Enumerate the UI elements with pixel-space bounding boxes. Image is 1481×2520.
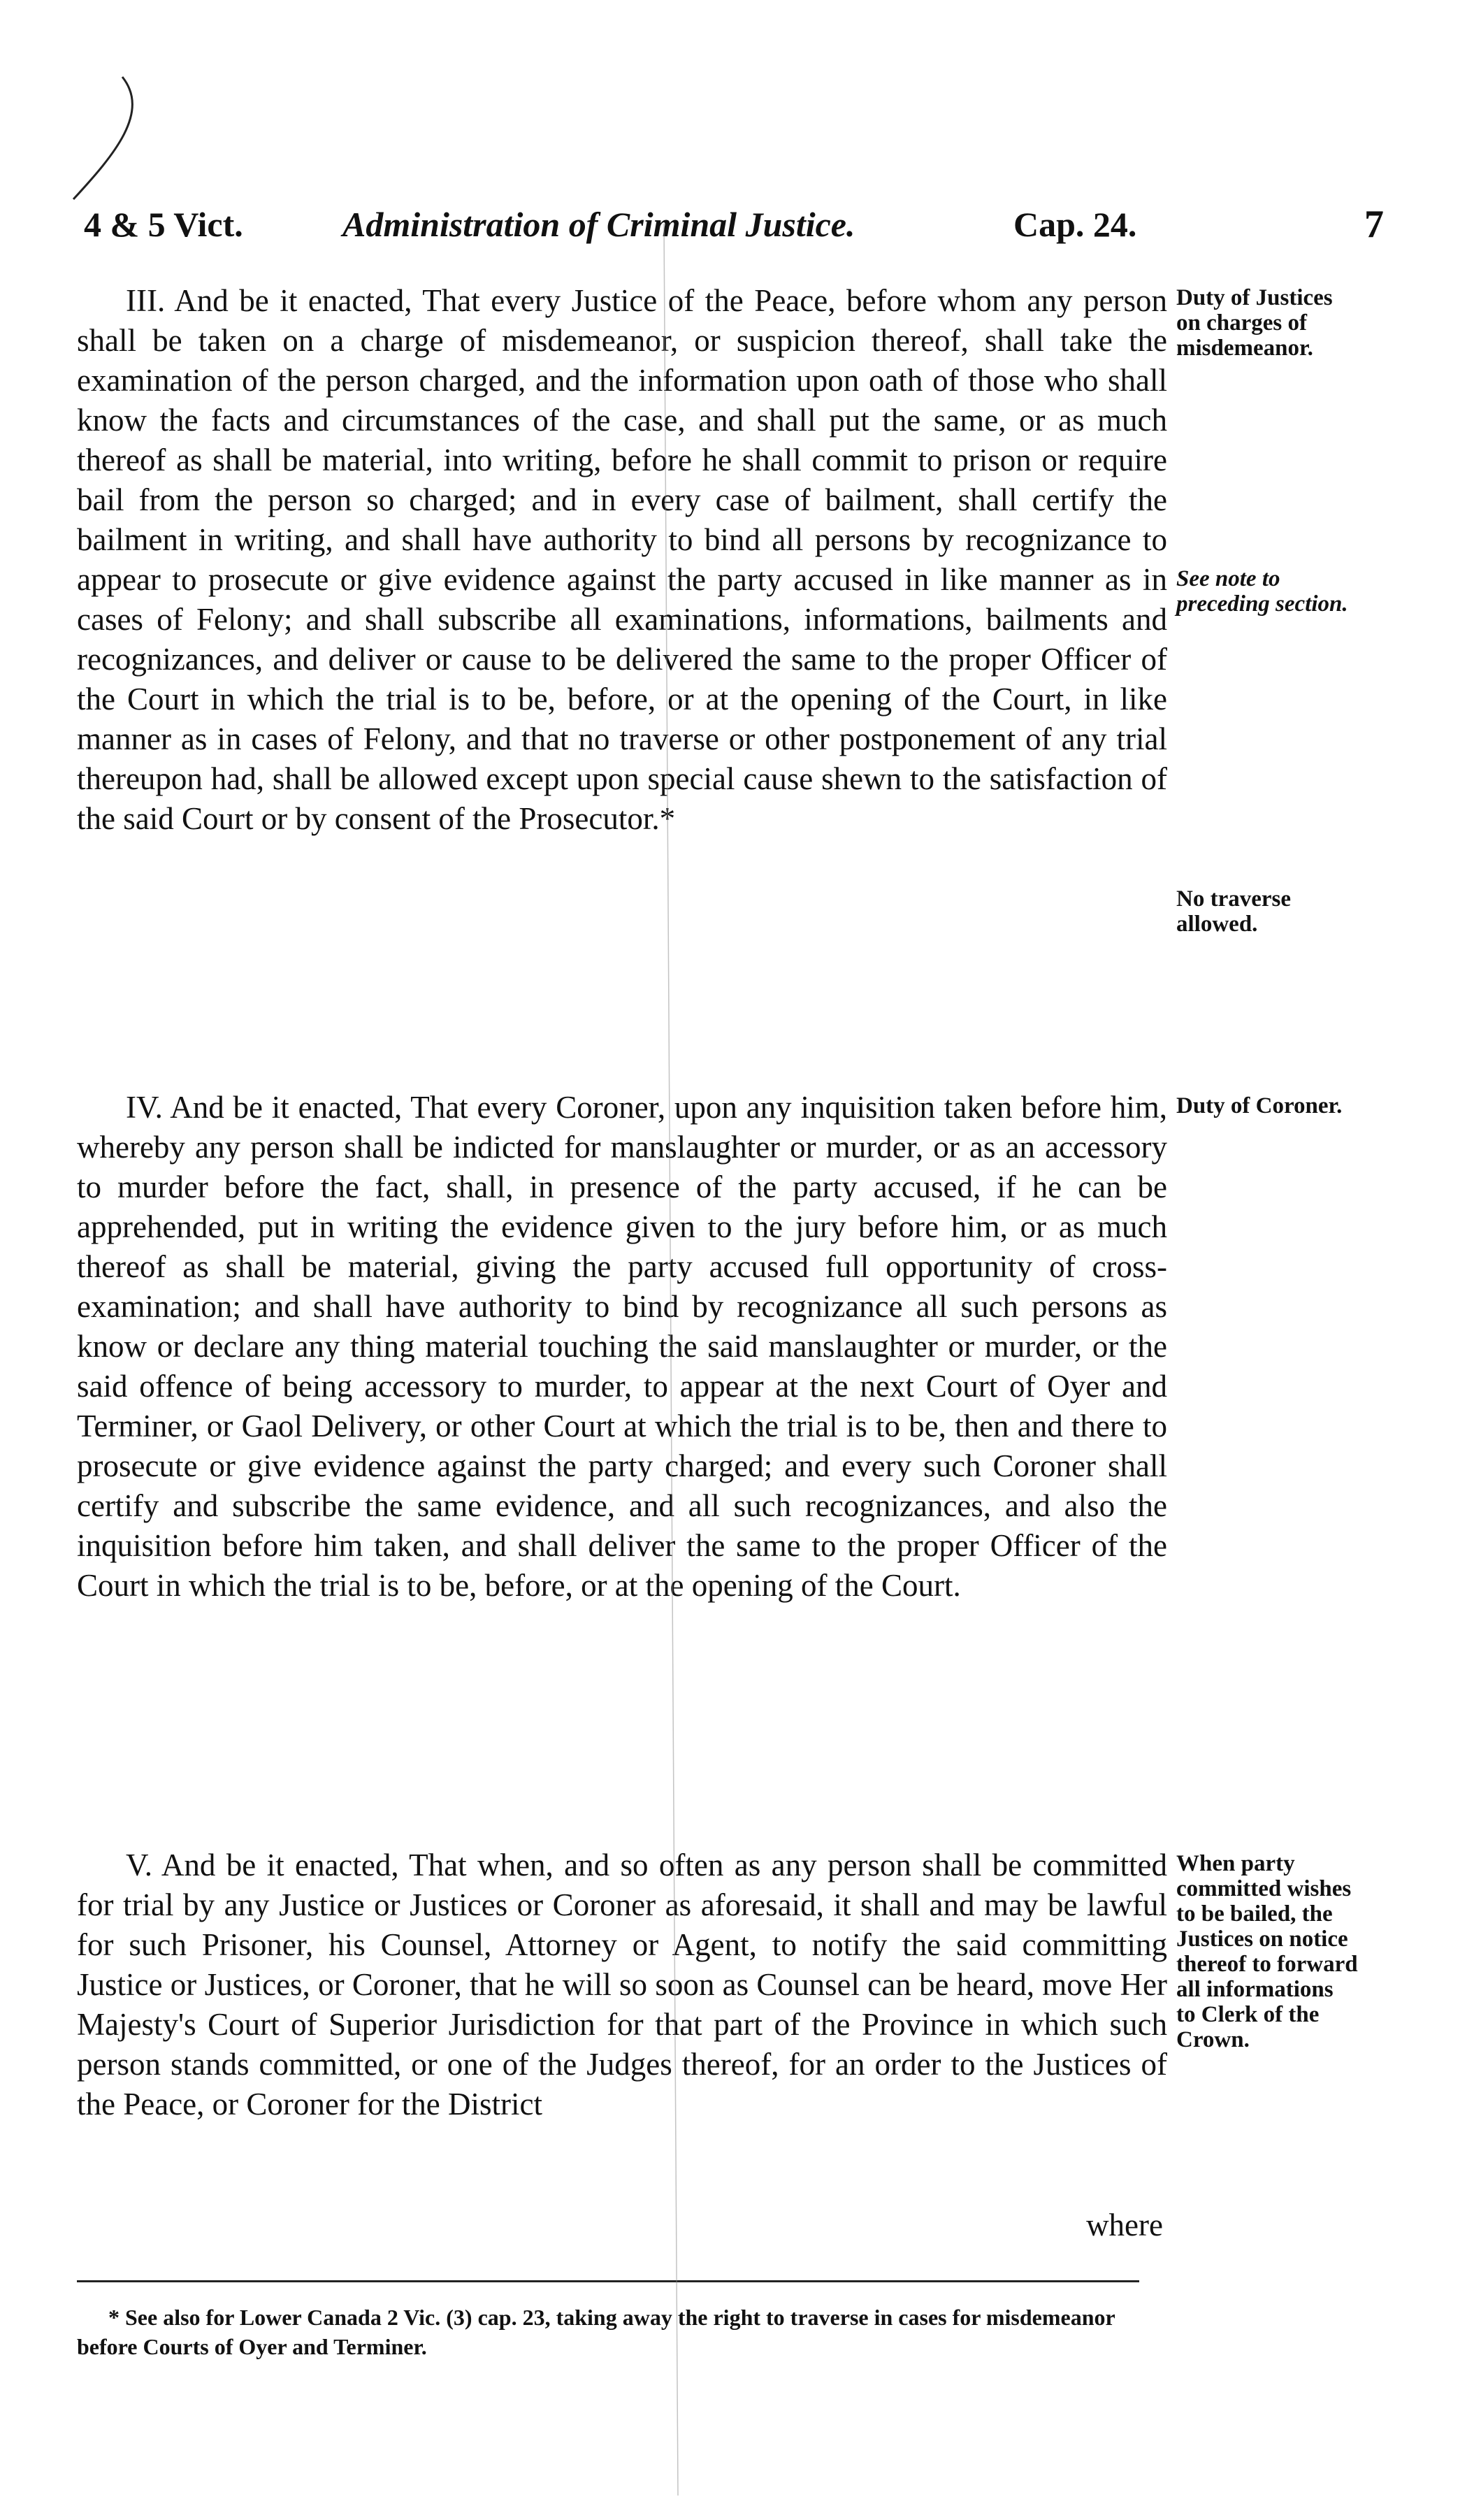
footnote-rule [77, 2280, 1139, 2282]
page-number: 7 [1364, 203, 1384, 246]
margin-note-duty-coroner: Duty of Coroner. [1176, 1093, 1343, 1118]
scan-mark-top-left [49, 70, 147, 210]
section-v-text: V. And be it enacted, That when, and so often as any person shall be committed for trial by any Justice or Justices or Coroner as aforesaid, it shall and may be lawful for such Prisoner, his Counsel, Attorney or Agent, to notify the said committing Justice or Justices, or Coroner, that he will so soon as Counsel can be heard, move Her Majesty's Court of Superior Jurisdiction for that part of the Province in which such person stands committed, or one of the Judges thereof, for an order to the Justices of the Peace, or Coroner for the District [77, 1848, 1167, 2122]
margin-note-no-traverse: No traverse allowed. [1176, 886, 1292, 937]
section-iv-text: IV. And be it enacted, That every Coroner, upon any inquisition taken before him, whereby any person shall be indicted for manslaughter or murder, or as an accessory to murder before the fact, shall, in presence of the party accused, if he can be apprehended, put in writing the evidence given to the jury before him, or as much thereof as shall be material, giving the party accused full opportunity of cross-examination; and shall have authority to bind by recognizance all such persons as know or declare any thing material touching the said manslaughter or murder, or the said offence of being accessory to murder, to appear at the next Court of Oyer and Terminer, or Gaol Delivery, or other Court at which the trial is to be, then and there to prosecute or give evidence against the party charged; and every such Coroner shall certify and subscribe the same evidence, and all such recognizances, and also the inquisition before him taken, and shall deliver the same to the proper Officer of the Court in which the trial is to be, before, or at the opening of the Court. [77, 1090, 1167, 1603]
margin-note-see-note: See note to preceding section. [1176, 566, 1348, 617]
catchword: where [1086, 2208, 1163, 2242]
header-chapter: Cap. 24. [1013, 205, 1137, 244]
running-header [84, 200, 1384, 249]
section-iii-text: III. And be it enacted, That every Justice of the Peace, before whom any person shall be taken on a charge of misdemeanor, or suspicion thereof, shall take the examination of the person charged, and the information upon oath of those who shall know the facts and circumstances of the case, and shall put the same, or as much thereof as shall be material, into writing, before he shall commit to prison or require bail from the person so charged; and in every case of bailment, shall certify the bailment in writing, and shall have authority to bind all persons by recognizance to appear to prosecute or give evidence against the party accused in like manner as in cases of Felony; and shall subscribe all examinations, informations, bailments and recognizances, and deliver or cause to be delivered the same to the proper Officer of the Court in which the trial is to be, before, or at the opening of the Court, in like manner as in cases of Felony, and that no traverse or other postponement of any trial thereupon had, shall be allowed except upon special cause shewn to the satisfaction of the said Court or by consent of the Prosecutor.* [77, 283, 1167, 836]
section-iii [77, 281, 1167, 839]
margin-note-duty-justices: Duty of Justices on charges of misdemeanor. [1176, 285, 1333, 361]
footnote: * See also for Lower Canada 2 Vic. (3) cap. 23, taking away the right to traverse in cases for misdemeanor before Courts of Oyer and Terminer. [77, 2305, 1115, 2359]
margin-note-bail-notice: When party committed wishes to be bailed, the Justices on notice thereof to forward all informations to Clerk of the Crown. [1176, 1851, 1358, 2052]
section-v [77, 1845, 1167, 2124]
header-title: Administration of Criminal Justice. [342, 205, 855, 244]
section-iv [77, 1088, 1167, 1606]
header-regnal-year: 4 & 5 Vict. [84, 205, 243, 244]
scan-mark-center-line [650, 224, 692, 2517]
